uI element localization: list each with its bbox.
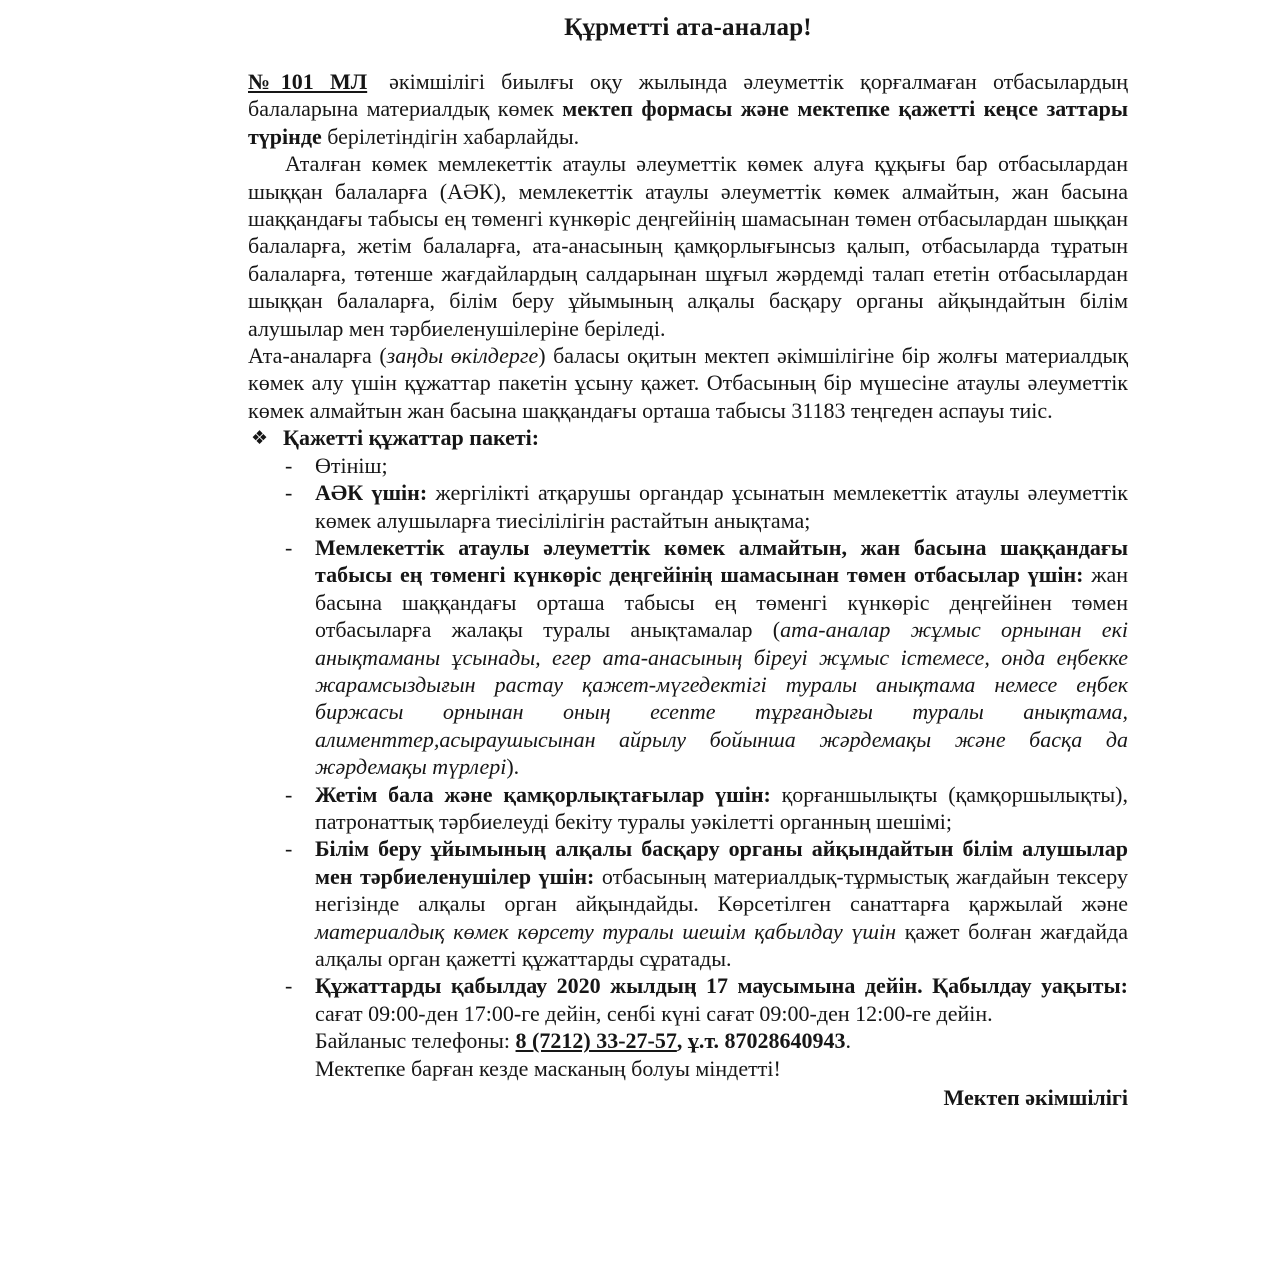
text-run: әкімшілігі биылғы оқу жылында әлеуметтік қорғалмаған отбасылардың балаларына материалдық көмек — [248, 69, 1128, 122]
text-run: Құжаттарды қабылдау 2020 жылдың 17 маусымына дейін. Қабылдау уақыты: — [315, 973, 1128, 999]
list-dash-marker: - — [285, 534, 293, 560]
list-dash-marker: - — [285, 480, 293, 506]
text-run: жергілікті атқарушы органдар ұсынатын мемлекеттік атаулы әлеуметтік көмек алушыларға тиесілілігін растайтын анықтама; — [315, 480, 1128, 533]
document-body — [248, 68, 1128, 1111]
document-title: Құрметті ата-аналар! — [564, 14, 812, 41]
text-run: Ата-аналарға ( — [248, 343, 387, 369]
mask-notice-line — [248, 1055, 1128, 1082]
list-dash-marker: - — [285, 452, 293, 478]
text-run: ). — [506, 754, 520, 780]
text-run: ) баласы оқитын мектеп әкімшілігіне бір жолғы материалдық көмек алу үшін құжаттар пакетін ұсыну қажет. Отбасының бір мүшесіне атаулы әлеуметтік көмек алмайтын жан басына шаққандағы орташа табысы 31183 теңгеден аспауы тиіс. — [248, 343, 1129, 423]
text-run: Мектепке барған кезде масканың болуы міндетті! — [315, 1055, 781, 1081]
text-run: 8 (7212) 33-27-57 — [515, 1028, 677, 1054]
list-item-aek — [248, 479, 1128, 534]
text-run: Аталған көмек мемлекеттік атаулы әлеуметтік көмек алуға құқығы бар отбасылардан шыққан балаларға (АӘК), мемлекеттік атаулы әлеуметтік көмек алмайтын, жан басына шаққандағы табысы ең төменгі күнкөріс деңгейінің шамасынан төмен отбасылардан шыққан балаларға, жетім балаларға, ата-анасының қамқорлығынсыз қалып, отбасыларда тұратын балаларға, төтенше жағдайлардың салдарынан шұғыл жәрдемді талап ететін отбасылардан шыққан балаларға, білім беру ұйымының алқалы басқару органы айқындайтын білім алушылар мен тәрбиеленушілеріне беріледі. — [248, 151, 1128, 341]
help-categories-paragraph — [248, 150, 1128, 342]
text-run: Өтініш; — [315, 452, 388, 478]
text-run: материалдық көмек көрсету туралы шешім қабылдау үшін — [315, 918, 897, 944]
intro-paragraph — [248, 68, 1128, 150]
list-dash-marker: - — [285, 836, 293, 862]
text-run: қажет болған жағдайда алқалы орган қажетті құжаттарды сұратады. — [315, 918, 1128, 971]
list-item-collegial-body — [248, 835, 1128, 972]
contact-line — [248, 1027, 1128, 1054]
text-run: Жетім бала және қамқорлықтағылар үшін: — [315, 781, 771, 807]
text-run: №101 МЛ — [248, 69, 368, 94]
text-run: қорғаншылықты (қамқоршылықты), патронаттық тәрбиелеуді бекіту туралы уәкілетті органның шешімі; — [315, 781, 1128, 834]
text-run: сағат 09:00-ден 17:00-ге дейін, сенбі күні сағат 09:00-ден 12:00-ге дейін. — [315, 1000, 993, 1026]
text-run: Қажетті құжаттар пакеті: — [283, 425, 540, 451]
list-item-deadline — [248, 972, 1128, 1027]
diamond-bullet-icon: ❖ — [251, 427, 269, 450]
text-run: жан басына шаққандағы орташа табысы ең төменгі күнкөріс деңгейінен төмен отбасыларға жалақы туралы анықтамалар ( — [315, 562, 1128, 643]
text-run: , ұ.т. 87028640943 — [676, 1028, 846, 1054]
list-item-application — [248, 452, 1128, 479]
list-dash-marker: - — [285, 973, 293, 999]
list-item-orphans — [248, 781, 1128, 836]
list-item-low-income — [248, 534, 1128, 781]
text-run: Білім беру ұйымының алқалы басқару органы айқындайтын білім алушылар мен тәрбиеленушілер үшін: — [315, 836, 1128, 889]
text-run: АӘК үшін: — [315, 480, 428, 506]
text-run: ата-аналар жұмыс орнынан екі анықтаманы ұсынады, егер ата-анасының біреуі жұмыс істемесе, онда еңбекке жарамсыздығын растау қажет-мүгедектігі туралы анықтама немесе еңбек биржасы орнынан оның есепте тұрғандығы туралы анықтама, алименттер,асыраушысынан айрылу бойынша жәрдемақы және басқа да жәрдемақы түрлері — [315, 617, 1128, 780]
text-run: Мектеп әкімшілігі — [943, 1085, 1128, 1111]
text-run: Байланыс телефоны: — [315, 1028, 516, 1054]
text-run: Мемлекеттік атаулы әлеуметтік көмек алмайтын, жан басына шаққандағы табысы ең төменгі күнкөріс деңгейінің шамасынан төмен отбасылар үшін: — [315, 534, 1128, 588]
text-run: . — [845, 1028, 852, 1054]
signature-line — [248, 1084, 1128, 1111]
application-paragraph — [248, 342, 1128, 424]
documents-section-header — [248, 424, 1128, 451]
text-run: заңды өкілдерге — [386, 343, 539, 369]
text-run: отбасының материалдық-тұрмыстық жағдайын тексеру негізінде алқалы орган айқындайды. Көрсетілген санаттарға қаржылай және — [315, 863, 1129, 917]
text-run: берілетіндігін хабарлайды. — [321, 123, 580, 149]
text-run: мектеп формасы және мектепке қажетті кеңсе заттары түрінде — [248, 96, 1129, 149]
list-dash-marker: - — [285, 781, 293, 807]
